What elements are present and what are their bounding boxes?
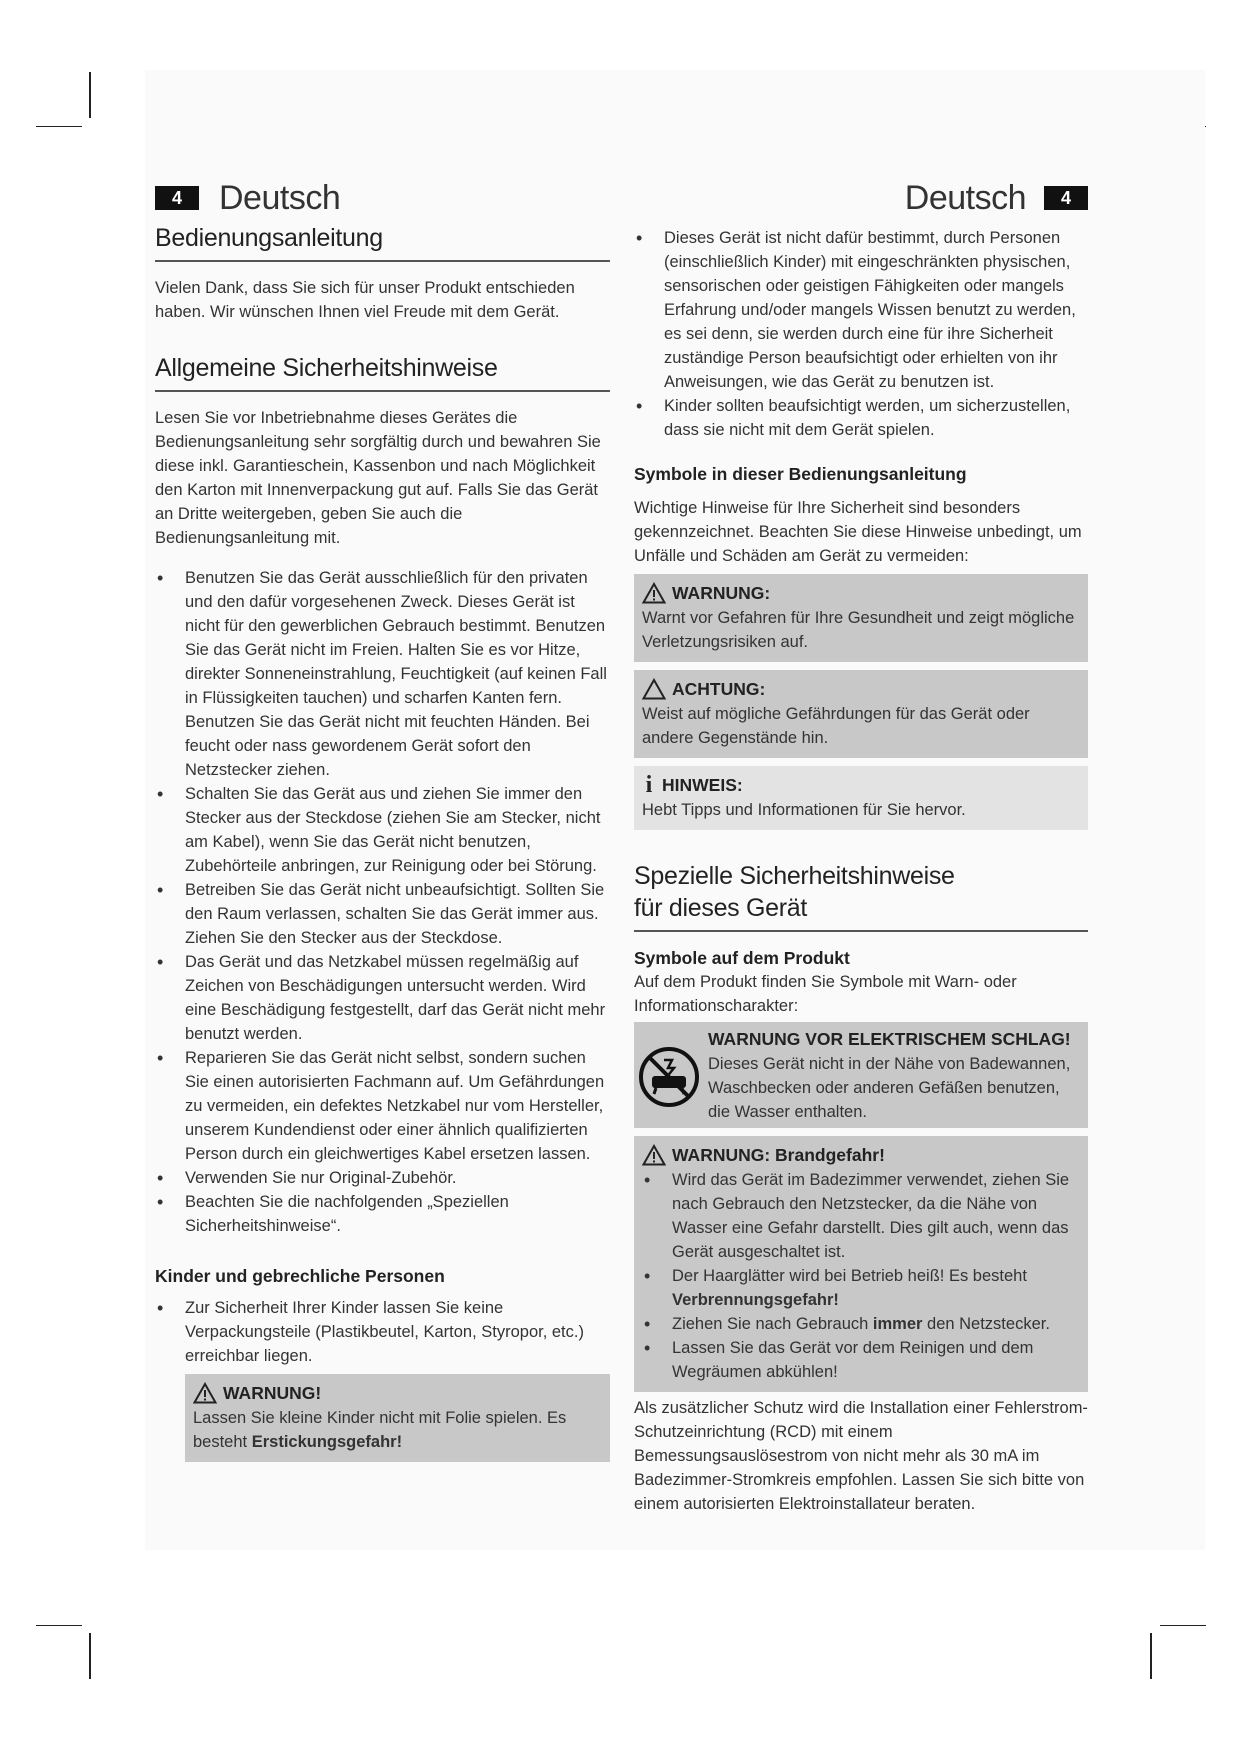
fire-warning-list <box>642 1168 1080 1384</box>
electric-shock-title: WARNUNG VOR ELEKTRISCHEM SCHLAG! <box>708 1029 1071 1049</box>
info-icon: i <box>645 772 653 798</box>
page-header-left <box>155 180 340 216</box>
intro-text: Vielen Dank, dass Sie sich für unser Produkt entschieden haben. Wir wünschen Ihnen viel Freude mit dem Gerät. <box>155 279 575 321</box>
safety-bullet-list <box>155 566 610 1238</box>
rcd-text: Als zusätzlicher Schutz wird die Installation einer Fehlerstrom-Schutzeinrichtung (RCD) mit einem Bemessungsauslösestrom von nicht mehr als 30 mA im Badezimmer-Stromkreis empfohlen. Lassen Sie sich bitte von einem autorisierten Elektroinstallateur beraten. <box>634 1399 1088 1513</box>
warning-triangle-icon <box>642 582 666 604</box>
list-item: • Wird das Gerät im Badezimmer verwendet, ziehen Sie nach Gebrauch den Netzstecker, da die Nähe von Wasser eine Gefahr darstellt. Dies gilt auch, wenn das Gerät ausgeschaltet ist. <box>642 1168 1080 1264</box>
list-item: • Lassen Sie das Gerät vor dem Reinigen und dem Wegräumen abkühlen! <box>642 1336 1080 1384</box>
section-title-manual: Bedienungsanleitung <box>155 222 610 262</box>
list-item: • Verwenden Sie nur Original-Zubehör. <box>155 1166 610 1190</box>
list-item: • Reparieren Sie das Gerät nicht selbst, sondern suchen Sie einen autorisierten Fachmann auf. Um Gefährdungen zu vermeiden, ein defektes Netzkabel nur vom Hersteller, unserem Kundendienst oder einer ähnlich qualifizierten Person durch ein gleichwertiges Kabel ersetzen lassen. <box>155 1046 610 1166</box>
section-title-special-safety <box>634 860 1088 932</box>
crop-mark <box>1150 1633 1152 1679</box>
note-box-title <box>642 772 1080 798</box>
caution-description: Weist auf mögliche Gefährdungen für das Gerät oder andere Gegenstände hin. <box>642 705 1030 747</box>
general-intro-text: Lesen Sie vor Inbetriebnahme dieses Gerätes die Bedienungsanleitung sehr sorgfältig durch und bewahren Sie diese inkl. Garantieschein, Kassenbon und nach Möglichkeit den Karton mit Innenverpackung gut auf. Falls Sie das Gerät an Dritte weitergeben, geben Sie auch die Bedienungsanleitung mit. <box>155 409 601 547</box>
crop-mark <box>36 1625 82 1626</box>
children-bullet-list <box>155 1296 610 1368</box>
list-item: • Dieses Gerät ist nicht dafür bestimmt, durch Personen (einschließlich Kinder) mit eingeschränkten physischen, sensorischen oder geistigen Fähigkeiten oder mangels Erfahrung und/oder mangels Wissen benutzt zu werden, es sei denn, sie werden durch eine für ihre Sicherheit zuständige Person beaufsichtigt oder erhielten von ihr Anweisungen, wie das Gerät zu benutzen ist. <box>634 226 1088 394</box>
subsection-title-product-symbols: Symbole auf dem Produkt <box>634 948 850 968</box>
warning-box-title <box>642 580 1080 606</box>
warning-box-title <box>193 1380 602 1406</box>
crop-mark <box>89 72 91 118</box>
fire-b3-emphasis: immer <box>872 1315 923 1333</box>
list-item: • Kinder sollten beaufsichtigt werden, um sicherzustellen, dass sie nicht mit dem Gerät spielen. <box>634 394 1088 442</box>
fire-b3-post: den Netzstecker. <box>927 1315 1050 1333</box>
fire-b3-pre: Ziehen Sie nach Gebrauch <box>672 1315 869 1333</box>
page-number: 4 <box>155 186 199 210</box>
list-item <box>642 1264 1080 1312</box>
note-description: Hebt Tipps und Informationen für Sie hervor. <box>642 801 966 819</box>
warning-triangle-icon <box>193 1382 217 1404</box>
page-number: 4 <box>1044 186 1088 210</box>
fire-b2-text: Der Haarglätter wird bei Betrieb heiß! Es besteht <box>672 1267 1027 1285</box>
list-item: • Schalten Sie das Gerät aus und ziehen Sie immer den Stecker aus der Steckdose (ziehen Sie am Stecker, nicht am Kabel), wenn Sie das Gerät nicht benutzen, Zubehörteile anbringen, zur Reinigung oder bei Störung. <box>155 782 610 878</box>
crop-mark <box>36 126 82 127</box>
list-item: • Benutzen Sie das Gerät ausschließlich für den privaten und den dafür vorgesehenen Zweck. Dieses Gerät ist nicht für den gewerblichen Gebrauch bestimmt. Benutzen Sie das Gerät nicht im Freien. Halten Sie es vor Hitze, direkter Sonneneinstrahlung, Feuchtigkeit (auf keinen Fall in Flüssigkeiten tauchen) und scharfen Kanten fern. Benutzen Sie das Gerät nicht mit feuchten Händen. Bei feucht oder nass gewordenem Gerät sofort den Netzstecker ziehen. <box>155 566 610 782</box>
warning-emphasis: Erstickungsgefahr! <box>251 1433 403 1451</box>
note-symbol-box <box>634 766 1088 830</box>
language-label: Deutsch <box>219 178 341 217</box>
warning-text <box>193 1406 602 1454</box>
list-item: • Betreiben Sie das Gerät nicht unbeaufsichtigt. Sollten Sie den Raum verlassen, schalten Sie das Gerät immer aus. Ziehen Sie den Stecker aus der Steckdose. <box>155 878 610 950</box>
electric-shock-warning-box <box>634 1022 1088 1128</box>
caution-symbol-box <box>634 670 1088 758</box>
fire-warning-title <box>642 1142 1080 1168</box>
fire-warning-label: WARNUNG: Brandgefahr! <box>672 1145 885 1165</box>
subsection-title-symbols: Symbole in dieser Bedienungsanleitung <box>634 464 967 484</box>
product-symbols-text: Auf dem Produkt finden Sie Symbole mit Warn- oder Informationscharakter: <box>634 973 1017 1015</box>
crop-mark <box>89 1633 91 1679</box>
section-title-general-safety: Allgemeine Sicherheitshinweise <box>155 352 610 392</box>
warning-symbol-box <box>634 574 1088 662</box>
warning-label: WARNUNG! <box>223 1383 322 1403</box>
crop-mark <box>1160 1625 1206 1626</box>
warning-triangle-icon <box>642 1144 666 1166</box>
warning-description: Warnt vor Gefahren für Ihre Gesundheit und zeigt mögliche Verletzungsrisiken auf. <box>642 609 1075 651</box>
subsection-title-children: Kinder und gebrechliche Personen <box>155 1266 445 1286</box>
special-title-line-1: Spezielle Sicherheitshinweise <box>634 862 955 890</box>
electric-shock-content <box>708 1026 1080 1124</box>
warning-label: WARNUNG: <box>672 583 771 603</box>
ability-bullet-list <box>634 226 1088 442</box>
symbols-intro-text: Wichtige Hinweise für Ihre Sicherheit sind besonders gekennzeichnet. Beachten Sie diese Hinweise unbedingt, um Unfälle und Schäden am Gerät zu vermeiden: <box>634 499 1082 565</box>
electric-shock-text: Dieses Gerät nicht in der Nähe von Badewannen, Waschbecken oder anderen Gefäßen benutzen, die Wasser enthalten. <box>708 1055 1071 1121</box>
fire-warning-box <box>634 1136 1088 1392</box>
special-title-line-2: für dieses Gerät <box>634 894 808 922</box>
right-column <box>634 226 1088 1516</box>
list-item <box>642 1312 1080 1336</box>
warning-body: Lassen Sie kleine Kinder nicht mit Folie spielen. Es besteht <box>193 1409 567 1451</box>
page-header-right <box>905 180 1088 216</box>
list-item: • Beachten Sie die nachfolgenden „Speziellen Sicherheitshinweise“. <box>155 1190 610 1238</box>
left-column <box>155 222 610 1462</box>
no-bathtub-icon <box>638 1046 700 1108</box>
language-label: Deutsch <box>904 178 1026 217</box>
list-item: • Zur Sicherheit Ihrer Kinder lassen Sie keine Verpackungsteile (Plastikbeutel, Karton, Styropor, etc.) erreichbar liegen. <box>155 1296 610 1368</box>
note-label: HINWEIS: <box>662 775 743 795</box>
caution-box-title <box>642 676 1080 702</box>
caution-label: ACHTUNG: <box>672 679 766 699</box>
warning-box-children <box>185 1374 610 1462</box>
fire-b2-emphasis: Verbrennungsgefahr! <box>672 1291 839 1309</box>
list-item: • Das Gerät und das Netzkabel müssen regelmäßig auf Zeichen von Beschädigungen untersucht werden. Wird eine Beschädigung festgestellt, darf das Gerät nicht mehr benutzt werden. <box>155 950 610 1046</box>
caution-triangle-icon <box>642 678 666 700</box>
